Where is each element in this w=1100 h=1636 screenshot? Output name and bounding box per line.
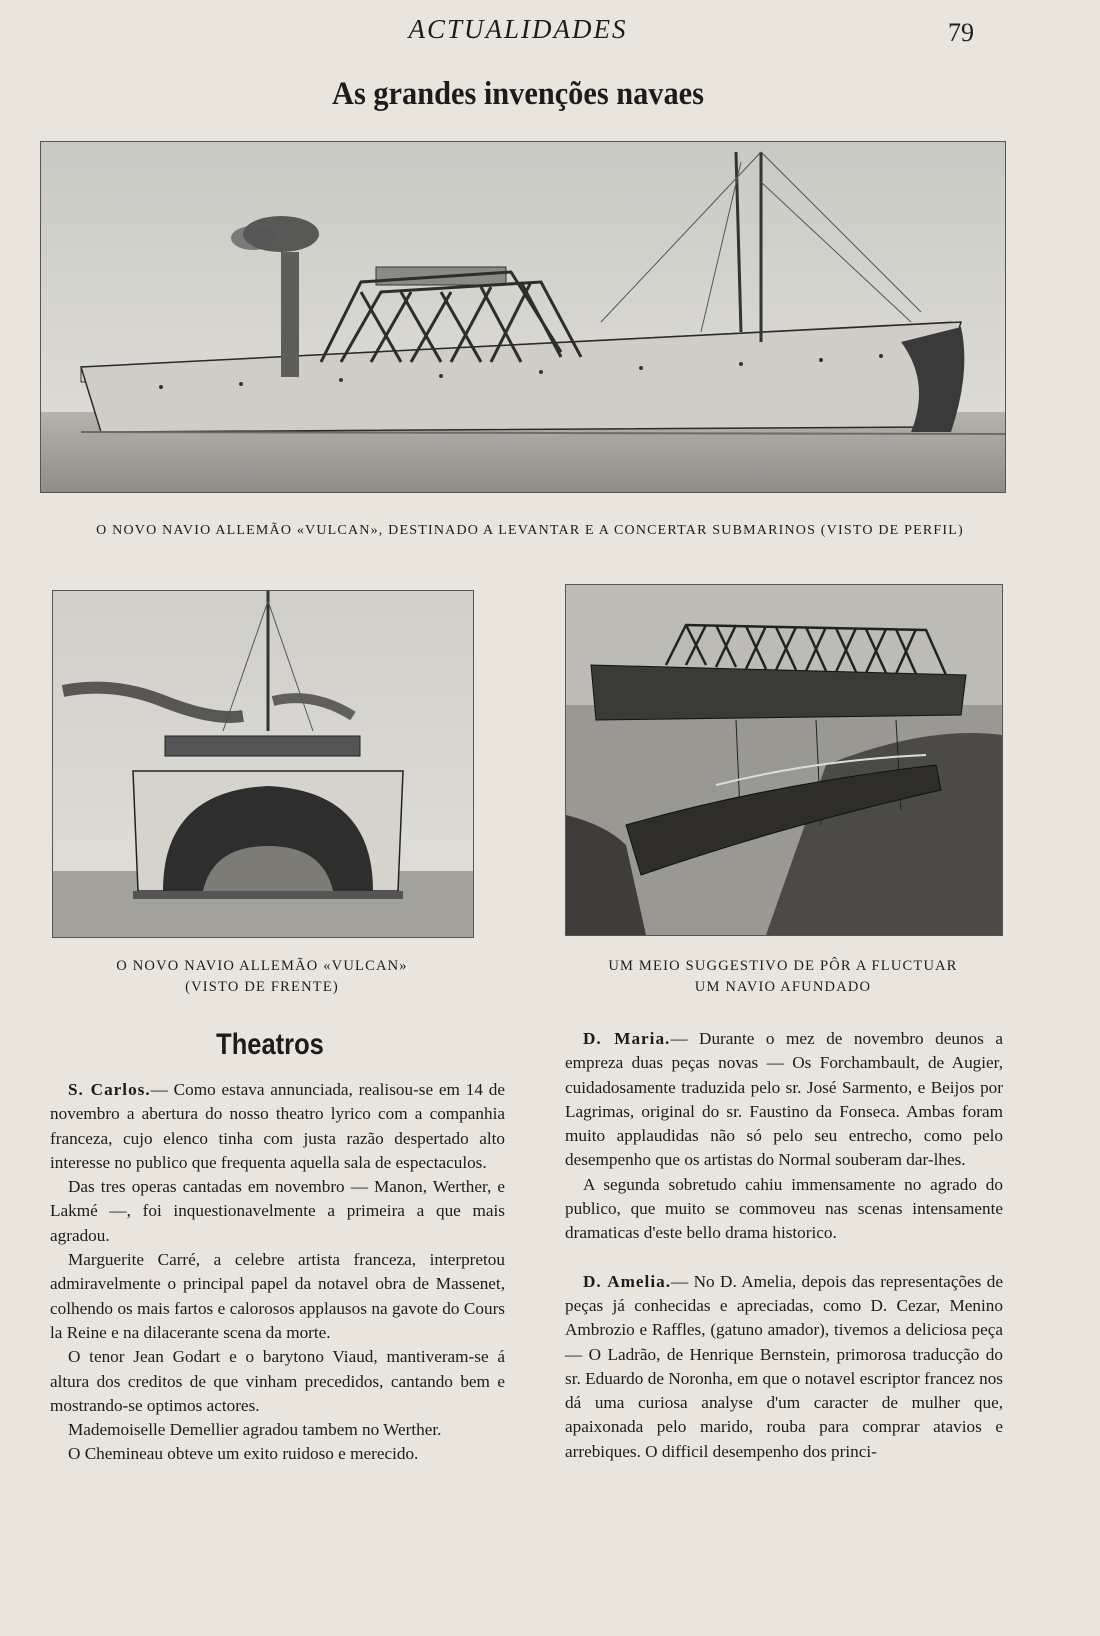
paragraph-chemineau: O Chemineau obteve um exito ruidoso e merecido. — [68, 1444, 419, 1464]
paragraph-carre: Marguerite Carré, a celebre artista franceza, interpretou admiravelmente o principal papel da notavel obra de Massenet, colhendo os mais fartos e calorosos applausos na gavote do Cours la Reine e na dilacerante scena da morte. — [50, 1250, 505, 1342]
article-title: As grandes invenções navaes — [332, 76, 704, 112]
run-in-s-carlos: S. Carlos. — [68, 1080, 151, 1099]
paragraph-d-amelia — [565, 1270, 1003, 1464]
text-column-right — [565, 1027, 1003, 1464]
photo-vulcan-front — [52, 590, 474, 938]
paragraph-segunda: A segunda sobretudo cahiu immensamente no agrado do publico, que muito se commoveu nas scenas intensamente dramaticas d'este bello drama historico. — [565, 1174, 1003, 1243]
running-head — [0, 14, 1100, 50]
caption-left-line2: (VISTO DE FRENTE) — [185, 979, 339, 995]
caption-top: O NOVO NAVIO ALLEMÃO «VULCAN», DESTINADO A LEVANTAR E A CONCERTAR SUBMARINOS (VISTO DE PERFIL) — [96, 523, 964, 538]
text-column-left — [50, 1078, 505, 1467]
paragraph-text: — No D. Amelia, depois das representações de peças já conhecidas e apreciadas, como D. Cezar, Menino Ambrozio e Raffles, (gatuno amador), tivemos a deliciosa peça — O Ladrão, de Henrique Bernstein, primorosa traducção do sr. Eduardo de Noronha, em que o notavel escriptor francez nos dá uma curiosa analyse d'um caracter de mulher que, apaixonada pelo marido, rouba para comprar atavios e arrebiques. O difficil desempenho dos princi- — [565, 1271, 1004, 1461]
photo-vulcan-profile — [40, 141, 1006, 493]
page-number: 79 — [948, 18, 974, 47]
paragraph-text: — Durante o mez de novembro deunos a empreza duas peças novas — Os Forchambault, de Augier, cuidadosamente traduzida pelo sr. José Sarmento, e Beijos por Lagrimas, original do sr. Faustino da Fonseca. Ambas foram muito applaudidas não só pelo seu entrecho, como pelo desempenho que os artistas do Normal souberam dar-lhes. — [565, 1029, 1003, 1170]
paragraph-s-carlos — [50, 1078, 505, 1175]
caption-right-line1: UM MEIO SUGGESTIVO DE PÔR A FLUCTUAR — [608, 958, 958, 974]
ship-front-illustration — [53, 591, 473, 937]
theatros-heading: Theatros — [216, 1028, 324, 1061]
ship-profile-illustration — [41, 142, 1005, 492]
photo-raising-ship — [565, 584, 1003, 936]
caption-right-line2: UM NAVIO AFUNDADO — [694, 979, 872, 995]
run-in-d-amelia: D. Amelia. — [583, 1271, 671, 1291]
raising-ship-illustration — [566, 585, 1002, 935]
caption-left-line1: O NOVO NAVIO ALLEMÃO «VULCAN» — [116, 958, 408, 974]
running-title: ACTUALIDADES — [408, 14, 628, 44]
paragraph-spacer — [565, 1246, 1003, 1270]
paragraph-text: — Como estava annunciada, realisou-se em 14 de novembro a abertura do nosso theatro lyrico com a companhia franceza, cujo elenco tinha com justa razão despertado alto interesse no publico que frequenta aquella sala de espectaculos. — [50, 1080, 505, 1172]
paragraph-operas: Das tres operas cantadas em novembro — Manon, Werther, e Lakmé —, foi inquestionavelmente a primeira a que mais agradou. — [50, 1177, 505, 1245]
paragraph-godart: O tenor Jean Godart e o barytono Viaud, mantiveram-se á altura dos creditos de que vinham precedidos, cantando bem e mostrando-se optimos actores. — [50, 1347, 505, 1415]
paragraph-d-maria — [565, 1027, 1003, 1173]
run-in-d-maria: D. Maria. — [583, 1029, 671, 1048]
paragraph-demellier: Mademoiselle Demellier agradou tambem no Werther. — [68, 1420, 442, 1440]
